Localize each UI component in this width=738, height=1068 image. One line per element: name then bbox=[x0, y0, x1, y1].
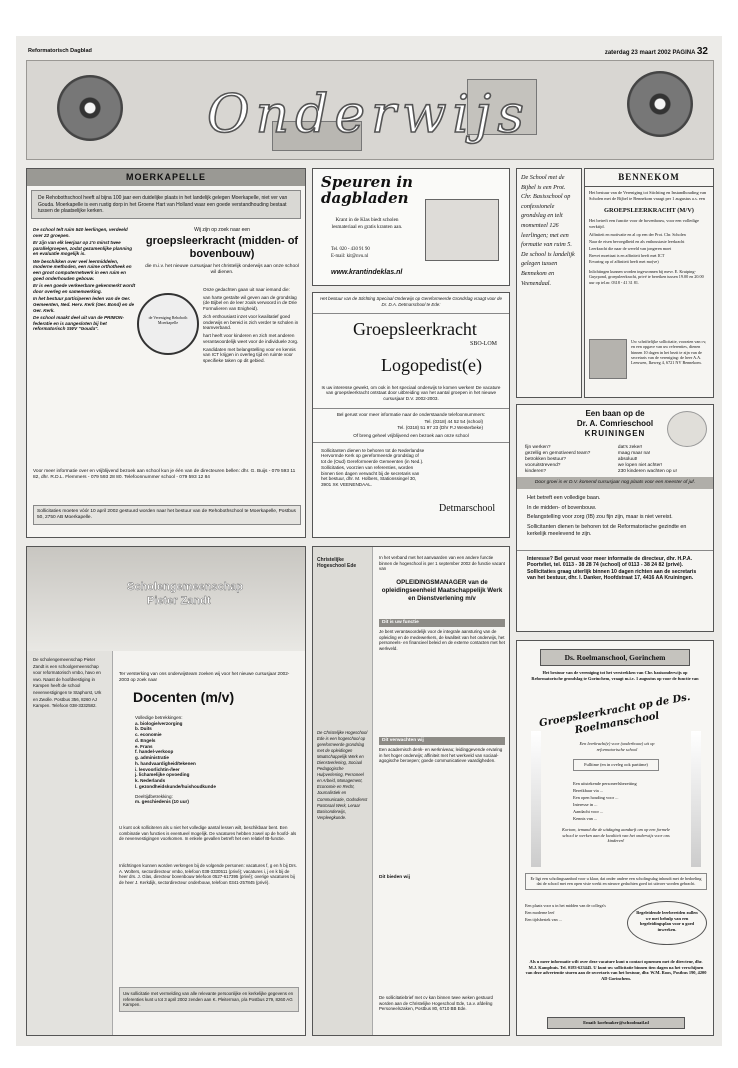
bijbel-sidebar bbox=[516, 168, 582, 398]
moerkapelle-contact: Voor meer informatie over en vrijblijvend bezoek aan school kun je één van de directeuren bellen: dhr. G. Buijs - 079 593 11 82, dhr. R.D.L. Flemmers - 079 593 28 80. Telefoonnummer school - 079 593 12 84 bbox=[33, 469, 296, 480]
roelman-wants: Een plaats voor u in het midden van de collega's Een moderne leef Een tijdsbestek van ... bbox=[525, 903, 606, 922]
ede-ad: Christelijke Hogeschool Ede De Christelijke Hogeschool Ede is een hogeschool op gereformeerde grondslag met de opleidingen Maatschappelijk Werk en Dienstverlening, Sociaal Pedagogische Hulpverlening, Personeel en Arbeid, Management, Economie en Recht, Journalistiek en Communicatie, Godsdienst Pastoraal Werk, Leraar Basisonderwijs, Verpleegkunde. In het verband met het aanvaarden van een andere functie binnen de hogeschool is per 1 september 2002 de functie vacant van OPLEIDINGSMANAGER van de opleidingseenheid Maatschappelijk Werk en Dienstverlening m/v Dit is uw functie Je bent verantwoordelijk voor de integrale aansturing van de opleiding en de medewerkers, de kwaliteit van het onderwijs, het personeels- en financieel beleid en de externe contacten met het werkveld. Dit verwachten wij Een academisch denk- en werkniveau; leidinggevende ervaring in het hoger onderwijs; affiniteit met het werkveld van sociaal-agogische beroepen; goede communicatieve vaardigheden. Dit bieden wij De sollicitatiebrief met cv kan binnen twee weken gestuurd worden aan de Christelijke Hogeschool Ede, t.a.v. afdeling Personeelszaken, Postbus 80, 6710 BB Ede. bbox=[312, 546, 510, 1036]
pieter-zandt-title1: Scholengemeenschap bbox=[127, 581, 244, 593]
pieter-zandt-sidebar: De scholengemeenschap Pieter Zandt is een schoolgemeenschap voor reformatorisch vmbo, havo en vwo. Naast de hoofdvestiging in Kampen heeft de school nevenvestigingen te Staphorst, Urk en Zwolle. Postbus 356, 8260 AJ Kampen. Telefoon 038-3332582. bbox=[27, 651, 113, 1036]
bullet-item: Het betreft een volledige baan. bbox=[527, 494, 601, 501]
roelman-header: Ds. Roelmanschool, Gorinchem bbox=[540, 649, 690, 666]
page-date: zaterdag 23 maart 2002 PAGINA 32 bbox=[604, 46, 708, 57]
school-photo bbox=[589, 339, 627, 379]
speuren-tagline: Krant in de Klas biedt scholen lesmateriaal en gratis kranten aan. bbox=[331, 217, 403, 230]
speuren-phone: Tel. 020 - 430 91 90 bbox=[331, 247, 370, 252]
pieter-zandt-footer: Uw sollicitatie met vermelding van alle relevante persoonlijke en kerkelijke gegevens en referenties kunt u tot 3 april 2002 zenden aan K. Pleiterman, p/a Postbus 279, 8260 AG Kampen. bbox=[119, 987, 299, 1012]
speuren-email: E-mail: kit@nvu.nl bbox=[331, 254, 369, 259]
bullet-item: In de midden- of bovenbouw. bbox=[527, 504, 597, 511]
requirement-item: Brevet moettaat is en affiniteit heeft met ICT bbox=[589, 252, 665, 258]
moerkapelle-intro: De Rehobothschool heeft al bijna 100 jaar een duidelijke plaats in het landelijk gelegen Moerkapelle, niet ver van Gouda. Moerkapelle is een rustig dorp in het Groene Hart van Holland waar een goede verstandhouding bestaat tussen de plaatselijke kerken. bbox=[31, 190, 301, 219]
detmarschool-logo: Detmarschool bbox=[439, 503, 496, 514]
moerkapelle-offers: Onze gedachten gaan uit naar iemand die: van harte gestalte wil geven aan de grondslag (de Bijbel en de leer zoals verwoord in de Drie Formulieren van Enigheid). zich enthousiast inzet voor kwalitatief goed onderwijs en bereid is zich verder te scholen in teamverband. hart heeft voor kinderen en zich met anderen verantwoordelijk weet voor de individuele zorg. Kandidaten met belangstelling voor en kennis van ICT krijgen in overleg tijd en ruimte voor specifieke taken op dit gebied. bbox=[203, 287, 299, 364]
kruiningen-qa: fijn werken? gezellig en gemotiveerd team? betrokken bestuur? vooruitstrevend? kinderen? dat's zeker! maag maar na! absoluut! we lopen niet achter! 230 kinderen wachten op u! bbox=[525, 445, 677, 474]
point-item: De school maakt deel uit van de PRIMON-federatie en is aangesloten bij het reformatorisch SWV "Gouda". bbox=[33, 314, 124, 332]
kruiningen-contact: Interesse? Bel gerust voor meer informatie de directeur, dhr. H.P.A. Poortvliet, tel. 0113 - 38 28 74 (school) of 0113 - 38 24 82 (privé). Sollicitaties graag uiterlijk binnen 10 dagen richten aan de secretaris van het bestuur, dhr. I. Danker, Hoofdstraat 17, 4416 AA Kruiningen. bbox=[527, 555, 697, 582]
paper-name: Reformatorisch Dagblad bbox=[28, 48, 92, 54]
bennekom-requirements bbox=[585, 229, 713, 269]
newspaper-page bbox=[16, 36, 722, 1046]
bennekom-heading: BENNEKOM bbox=[585, 169, 713, 187]
requirement-item: Ervaring op of affiniteit heeft met mo(ve) bbox=[589, 259, 659, 265]
page-number: 32 bbox=[696, 46, 708, 57]
point-item: In het bestuur participeren leden van de Ger. Gemeenten, Ned. Herv. Kerk (Ger. Bond) en de Ger. Kerk. bbox=[33, 296, 135, 313]
cd-disc-left bbox=[57, 75, 123, 141]
speuren-title: Speuren in dagbladen bbox=[321, 173, 413, 207]
speuren-url: www.krantindeklas.nl bbox=[331, 269, 403, 276]
detmarschool-address: Sollicitanten dienen te behoren tot de Nederlandse Hervormde Kerk op gereformeerde grondslag of tot de (Oud) Gereformeerde Gemeenten (in Ned.). Sollicitaties, voorzien van referenties, worden binnen tien dagen verwacht bij de secretaris van het bestuur, dhr. M. Holbers, Stationssingel 30, 3901 XK VEENENDAAL. bbox=[321, 447, 425, 488]
ede-apply: De sollicitatiebrief met cv kan binnen twee weken gestuurd worden aan de Christelijke Hogeschool Ede, t.a.v. afdeling Personeelszaken, Postbus 80, 6710 BB Ede. bbox=[379, 995, 493, 1011]
banner-title: Onderwijs bbox=[207, 85, 530, 145]
moerkapelle-heading: MOERKAPELLE bbox=[27, 169, 305, 186]
pieter-zandt-ad: Scholengemeenschap Pieter Zandt De scholengemeenschap Pieter Zandt is een schoolgemeenschap voor reformatorisch vmbo, havo en vwo. Naast de hoofdvestiging in Kampen heeft de school nevenvestigingen te Staphorst, Urk en Zwolle. Postbus 356, 8260 AJ Kampen. Telefoon 038-3332582. Ter versterking van ons onderwijsteam zoeken wij voor het nieuwe cursusjaar 2002-2003 op zoek naar Docenten (m/v) Volledige betrekkingen: a. biologie/verzorging b. Duits c. economie d. Engels e. Frans f. handel-verkoop g. administratie h. handvaardigheid/tekenen i. lesvoorlichtin-/leer j. lichamelijke opvoeding k. Nederlands l. gezondheidskunde/huishoudkunde Deeltijdbetrekking: m. geschiedenis (10 uur) U kunt ook solliciteren als u niet het volledige aantal lessen wilt, beschikbaar bent. Een combinatie van functies is eventueel mogelijk. De vacatures hebben zowel op de hoofd- als de nevenvestigingen voorkomen. In enkele gevallen betreft het een relatief IB-functie. Inlichtingen kunnen worden verkregen bij de volgende personen: vacatures f, g en h bij Drs. A. Wolters, sectordirecteur vmbo, telefoon 038-3330511 (privé); vacatures i, j en k bij de heer drs. J. Glas, directeur bovenbouw telefoon 0527-617395 (privé); overige vacatures bij de heer J. Kerkdijk, sectordirecteur onderbouw, telefoon 0341-257845 (privé). Uw sollicitatie met vermelding van alle relevante persoonlijke en kerkelijke gegevens en referenties kunt u tot 3 april 2002 zenden aan K. Pleiterman, p/a Postbus 279, 8260 AG Kampen. bbox=[26, 546, 306, 1036]
school-town: KRUININGEN bbox=[584, 429, 646, 438]
roelman-arc-title: Groepsleerkracht op de Ds. Roelmanschool bbox=[538, 691, 692, 736]
pieter-zandt-vacancy: Docenten (m/v) bbox=[133, 689, 235, 705]
speuren-ad bbox=[312, 168, 510, 286]
kruiningen-ad: Een baan op de Dr. A. Comrieschool KRUININGEN fijn werken? gezellig en gemotiveerd team? betrokken bestuur? vooruitstrevend? kinderen? dat's zeker! maag maar na! absoluut! we lopen niet achter! 230 kinderen wachten op u! Door groei is er D.V. komend cursusjaar nog plaats voor een meester of juf. Het betreft een volledige baan. In de midden- of bovenbouw. Belangstelling voor zorg (IB) zou fijn zijn, maar is niet vereist. Sollicitanten dienen te behoren tot de Reformatorische gezindte en kerkelijk meelevend te zijn. Interesse? Bel gerust voor meer informatie de directeur, dhr. H.P.A. Poortvliet, tel. 0113 - 38 28 74 (school) of 0113 - 38 24 82 (privé). Sollicitaties graag uiterlijk binnen 10 dagen richten aan de secretaris van het bestuur, dhr. I. Danker, Hoofdstraat 17, 4416 AA Kruiningen. bbox=[516, 404, 714, 632]
bennekom-vacancy: GROEPSLEERKRACHT (M/V) bbox=[604, 207, 694, 215]
title-logopedist: Logopedist(e) bbox=[381, 355, 482, 375]
kruiningen-bullets bbox=[517, 489, 713, 547]
ede-sidebar: Christelijke Hogeschool Ede De Christelijke Hogeschool Ede is een hogeschool op gereformeerde grondslag met de opleidingen Maatschappelijk Werk en Dienstverlening, Sociaal Pedagogische Hulpverlening, Personeel en Arbeid, Management, Economie en Recht, Journalistiek en Communicatie, Godsdienst Pastoraal Werk, Leraar Basisonderwijs, Verpleegkunde. bbox=[313, 547, 373, 1036]
teacher-illustration bbox=[667, 411, 707, 447]
bijbel-quote: De School met de Bijbel is een Prot. Chr. Basisschool op confessionele grondslag en telt momenteel 126 leerlingen; met een formatie van ruim 5. De school is landelijk gelegen tussen Bennekom en Veenendaal. bbox=[521, 174, 575, 287]
moerkapelle-ad bbox=[26, 168, 306, 538]
point-item: Er is een goede verkeerbare gekenmerkt wordt door overleg en samenwerking. bbox=[33, 283, 136, 294]
roelmanschool-ad: Ds. Roelmanschool, Gorinchem Het bestuur van de vereniging tot het verstrekken van Chr. basisonderwijs op Reformatorische grondslag te Gorinchem, vraagt m.i.v. 1 augustus op voor de functie van Groepsleerkracht op de Ds. Roelmanschool Een leerkracht(e) voor (onderbouw) uit op reformatorische school Fulltime (en in oveleg ook parttime) Een uitstekende personeelsbezetting Bereikbaar via ... Een open houding voor ... Interesse in ... Aandacht voor ... Kennis van ... Kortom, iemand die de uitdaging aandurft om op een formele school te werken aan de kwaliteit van het onderwijs voor ons kinderen! Er ligt een scholingsaanbod voor u klaar, dat onder andere een scholingsdag inhoudt met de bedoeling dat de school met een open visie werkt en nieuwe gedachten goed tot uitvoer worden gebracht. Een plaats voor u in het midden van de collega's Een moderne leef Een tijdsbestek van ... Begeleidende leerbereiden zullen we met behulp van een begeleidingsplan voor u goed inwerken. Als u meer informatie wilt over deze vacature kunt u contact opnemen met de directeur, dhr. M.J. Kamphuis. Tel. 0183-623445. U kunt uw sollicitatie binnen tien dagen na het verschijnen van deze advertentie sturen aan de secretaris van het bestuur, dhr. W.M. Roos, Postbus 190, 4200 AD Gorinchem. Email: korfmaker@schoolmail.nl bbox=[516, 640, 714, 1036]
newspaper-illustration bbox=[425, 199, 499, 261]
section-banner bbox=[26, 60, 714, 160]
bullet-item: Sollicitanten dienen te behoren tot de Reformatorische gezindte en kerkelijk meelevend te zijn. bbox=[527, 524, 687, 537]
vacancy-title: groepsleerkracht (midden- of bovenbouw) bbox=[145, 235, 299, 261]
moerkapelle-deadline: Sollicitaties moeten vóór 10 april 2002 gestuurd worden naar het bestuur van de Rehobothschool te Moerkapelle, Postbus 50, 2750 AB Moerkapelle. bbox=[33, 505, 301, 525]
column-left bbox=[531, 731, 541, 867]
detmarschool-ad: Het bestuur van de Stichting Speciaal Onderwijs op Gereformeerde Grondslag vraagt voor de Dr. D.A. Detmarschool te Ede: Groepsleerkracht SBO-LOM Logopedist(e) Is uw interesse gewekt, om ook in het speciaal onderwijs te komen werken! De vacature van groepsleerkracht ontstaat door uitbreiding van het aantal groepen in het nieuwe cursusjaar D.V. 2002-2003. Bel gerust voor meer informatie naar de onderstaande telefoonnummers: Tel. (0318) 44 52 54 (school) Tel. (0318) 51 97 23 (Dhr P.J Westerbeke) Of breng geheel vrijblijvend een bezoek aan onze school Sollicitanten dienen te behoren tot de Nederlandse Hervormde Kerk op gereformeerde grondslag of tot de (Oud) Gereformeerde Gemeenten (in Ned.). Sollicitaties, voorzien van referenties, worden binnen tien dagen verwacht bij de secretaris van het bestuur, dhr. M. Holbers, Stationssingel 30, 3901 XK VEENENDAAL. Detmarschool bbox=[312, 292, 510, 538]
point-item: De school telt ruim 540 leerlingen, verdeeld over 22 groepen. bbox=[33, 227, 128, 238]
requirement-item: Naar de eisen bevoegdheid en als enthousiaste leerkracht bbox=[589, 239, 685, 244]
point-item: We beschikken over veel leermiddelen, moderne methoden, een ruime orthotheek en een groot computernetwerk in een ruim en goed onderhouden gebouw. bbox=[33, 258, 132, 281]
requirement-item: Leerkracht die naar de wereld van jongeren moet bbox=[589, 245, 672, 251]
title-groepsleerkracht: Groepsleerkracht bbox=[353, 319, 477, 339]
ede-title: OPLEIDINGSMANAGER van de opleidingseenheid Maatschappelijk Werk en Dienstverlening m/v bbox=[381, 579, 503, 603]
moerkapelle-vacancy: Wij zijn op zoek naar een groepsleerkracht (midden- of bovenbouw) die m.i.v. het nieuwe cursusjaar het christelijk onderwijs aan onze school wil dienen. bbox=[143, 227, 301, 276]
bennekom-ad: BENNEKOM Het bestuur van de Vereniging tot Stichting en Instandhouding van Scholen met de Bijbel te Bennekom vraagt per 1 augustus a.s. een GROEPSLEERKRACHT (M/V) Het betreft een functie voor de bovenbouw, voor een volledige werktijd. Affiniteit en motivatie en al op een der Prot. Chr. Scholen Naar de eisen bevoegdheid en als enthousiaste leerkracht Leerkracht die naar de wereld van jongeren moet Brevet moettaat is en affiniteit heeft met ICT Ervaring op of affiniteit heeft met mo(ve) Inlichtingen kunnen worden ingewonnen bij mevr. E. Kruiping-Guyrpond, groepsleerkracht, privé te bereiken tussen 19.00 en 20.00 uur op tel.nr. 0318 - 41 31 81. Uw schriftelijke sollicitatie, voorzien van cv, en een opgave van uw referenties, dienen binnen 10 dagen in het bezit te zijn van de secretaris van de vereniging: de heer A.A. Leeuwen, Ikeweg 4, 6721 NV Bennekom. bbox=[584, 168, 714, 398]
moerkapelle-points bbox=[33, 227, 137, 333]
school-name: Dr. A. Comrieschool bbox=[576, 419, 654, 428]
roelman-footer: Email: korfmaker@schoolmail.nl bbox=[547, 1017, 685, 1029]
rehoboth-seal: de Vereniging Rehoboth Moerkapelle bbox=[137, 293, 199, 355]
column-right bbox=[691, 731, 701, 867]
ede-logo: Christelijke Hogeschool Ede bbox=[317, 557, 357, 570]
point-item: Er zijn van elk leerjaar op z'n minst twee parallelgroepen, zodat gezamenlijke planning en evaluatie mogelijk is. bbox=[33, 239, 133, 257]
kruiningen-band: Door groei is er D.V. komend cursusjaar nog plaats voor een meester of juf. bbox=[517, 477, 713, 489]
roelman-list: Een uitstekende personeelsbezetting Bereikbaar via ... Een open houding voor ... Interesse in ... Aandacht voor ... Kennis van ... bbox=[573, 781, 637, 821]
requirement-item: Affiniteit en motivatie en al op een der Prot. Chr. Scholen bbox=[589, 232, 686, 238]
bullet-item: Belangstelling voor zorg (IB) zou fijn zijn, maar is niet vereist. bbox=[527, 514, 673, 521]
pieter-zandt-title2: Pieter Zandt bbox=[147, 595, 211, 607]
cd-disc-right bbox=[627, 71, 693, 137]
running-head bbox=[16, 36, 722, 58]
subject-list: Volledige betrekkingen: a. biologie/verzorging b. Duits c. economie d. Engels e. Frans f. handel-verkoop g. administratie h. handvaardigheid/tekenen i. lesvoorlichtin-/leer j. lichamelijke opvoeding k. Nederlands l. gezondheidskunde/huishoudkunde Deeltijdbetrekking: m. geschiedenis (10 uur) bbox=[135, 715, 216, 805]
